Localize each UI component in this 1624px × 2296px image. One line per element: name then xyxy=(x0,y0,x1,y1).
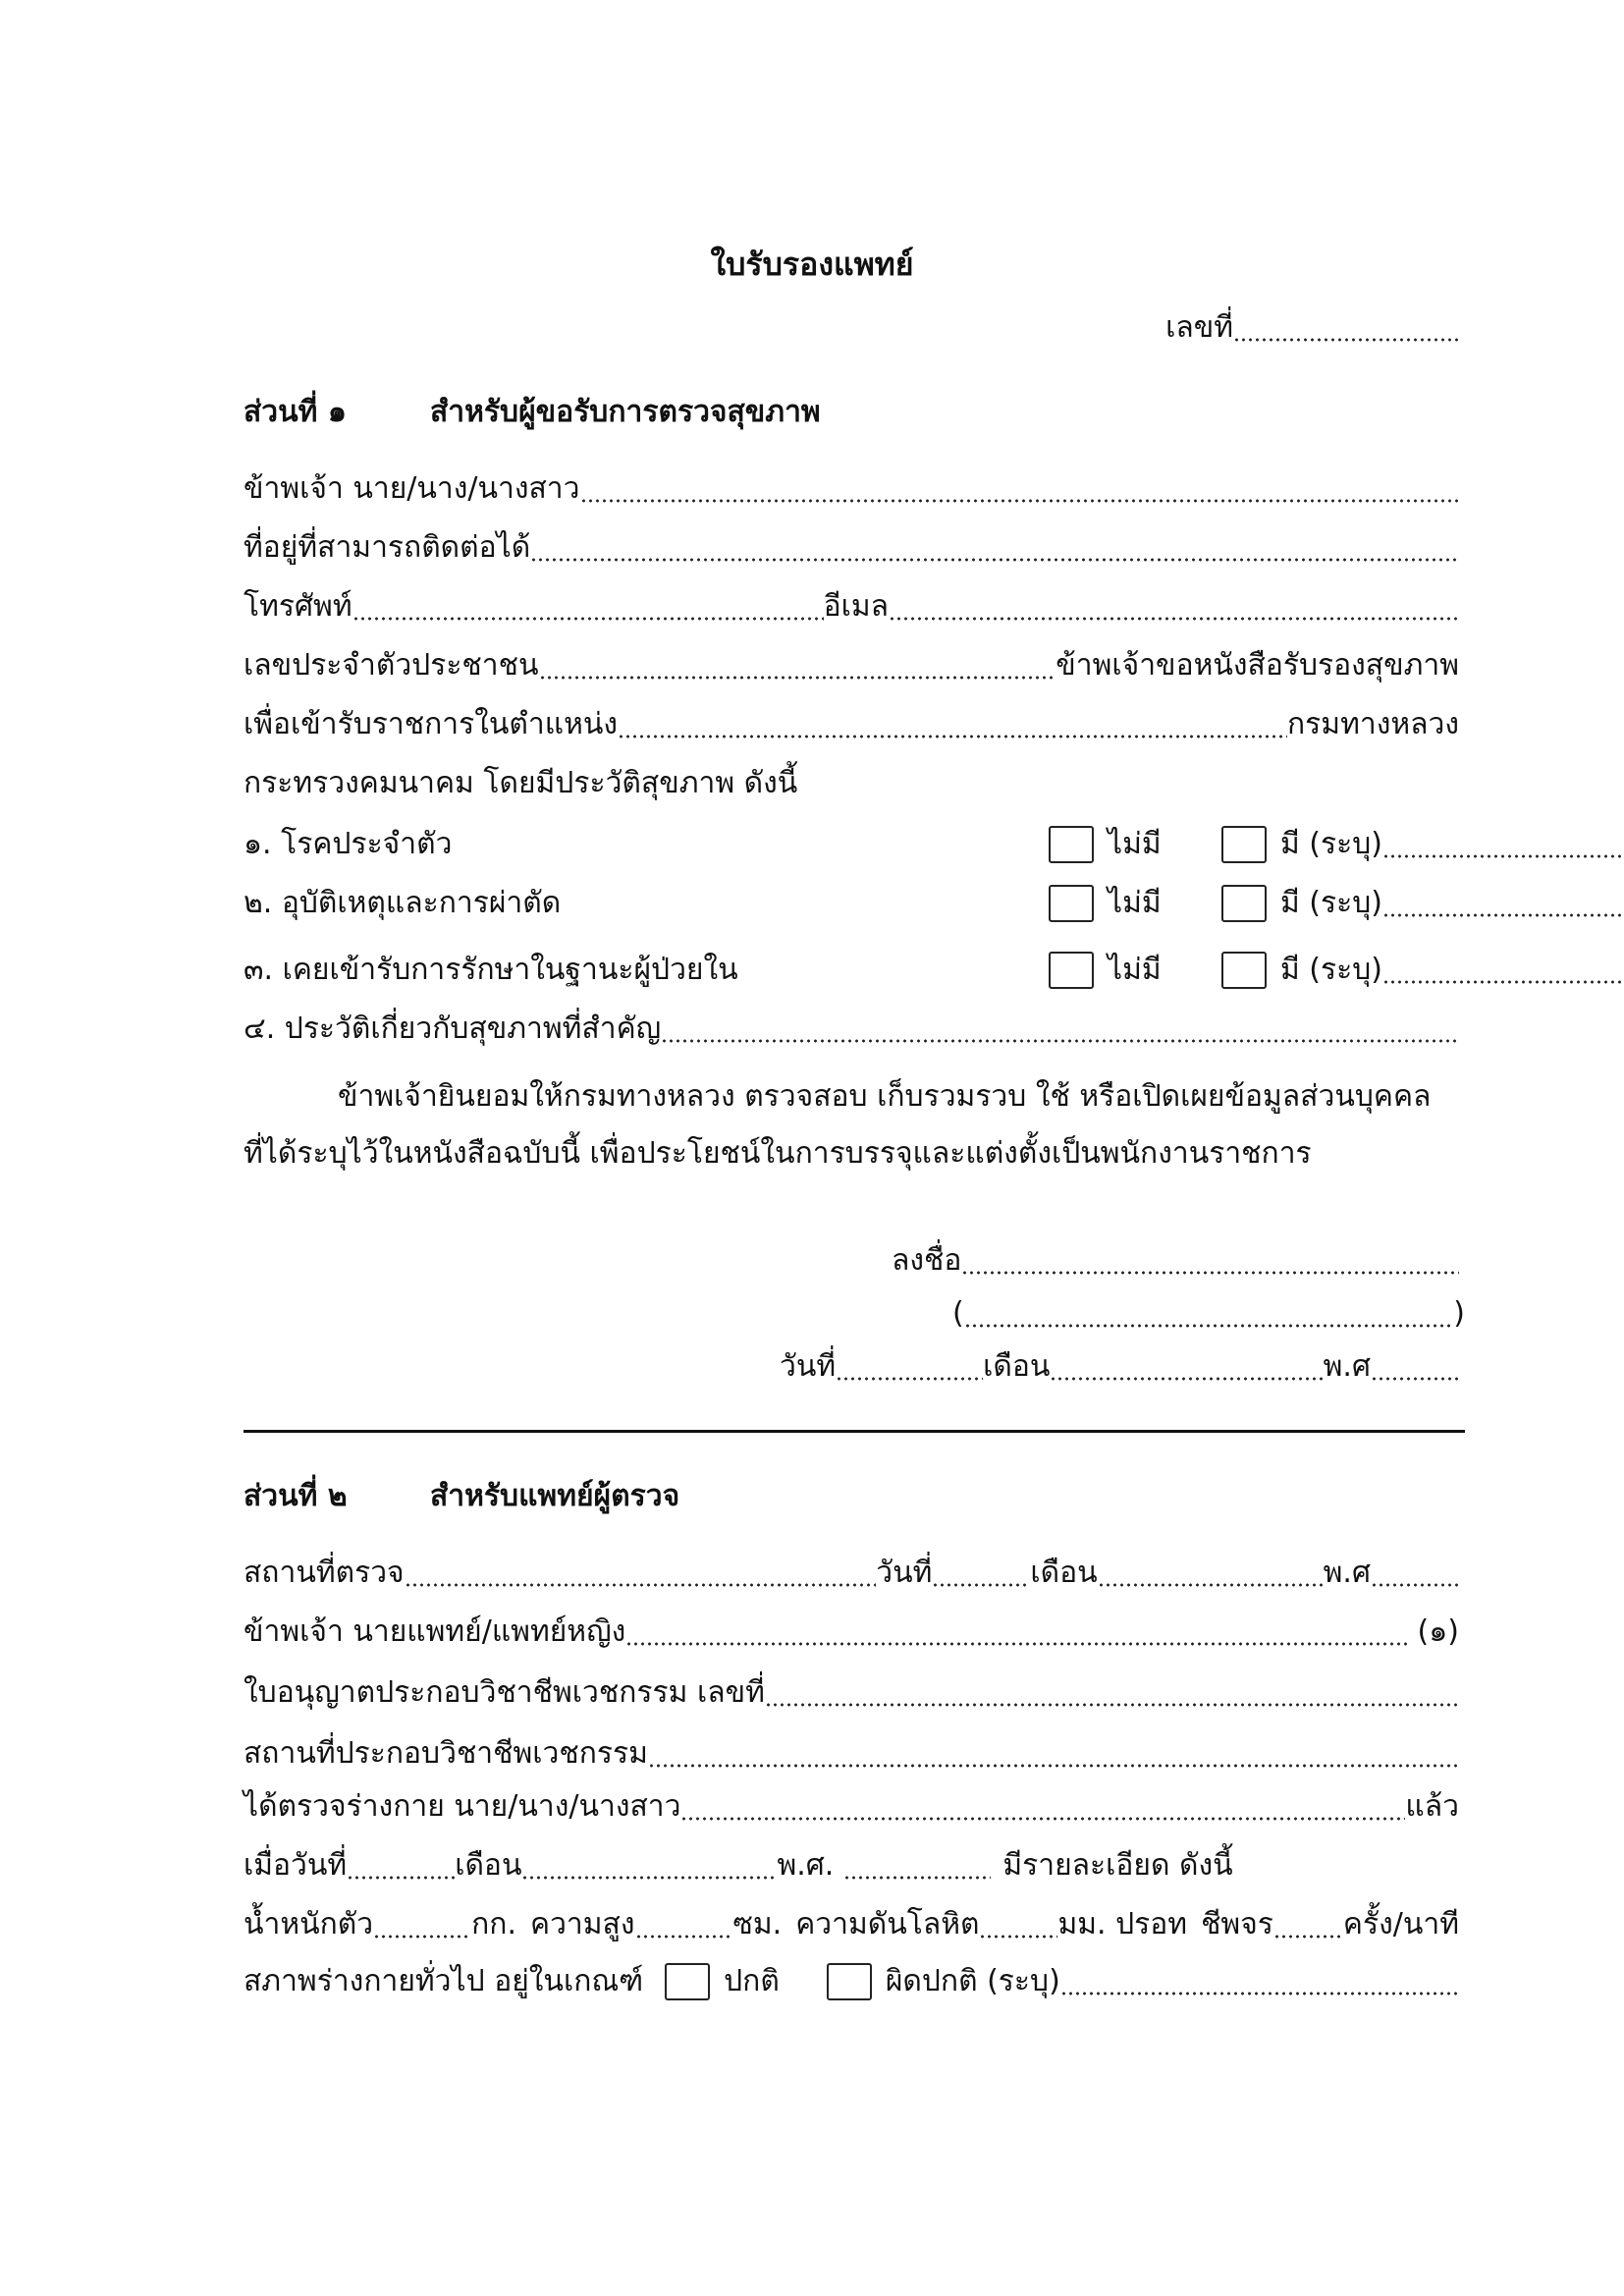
name-label: ข้าพเจ้า นาย/นาง/นางสาว xyxy=(244,471,580,506)
general-condition-row xyxy=(244,1960,1459,2003)
address-label: ที่อยู่ที่สามารถติดต่อได้ xyxy=(244,530,531,565)
id-row xyxy=(244,644,1459,687)
abnormal-label: ผิดปกติ (ระบุ) xyxy=(885,1964,1060,1998)
health-item4-label: ๔. ประวัติเกี่ยวกับสุขภาพที่สำคัญ xyxy=(244,1011,662,1046)
pulse-label: ชีพจร xyxy=(1201,1907,1273,1941)
license-field[interactable] xyxy=(765,1671,1459,1715)
name-row xyxy=(244,467,1459,511)
department-label: กรมทางหลวง xyxy=(1287,707,1459,741)
checkbox-yes[interactable] xyxy=(1221,885,1267,922)
month-label: เดือน xyxy=(983,1349,1051,1384)
doctor-row xyxy=(244,1611,1459,1654)
consent-line-2: ที่ได้ระบุไว้ในหนังสือฉบับนี้ เพื่อประโยชน์ในการบรรจุและแต่งตั้งเป็นพนักงานราชการ xyxy=(244,1136,1312,1171)
yes-label: มี (ระบุ) xyxy=(1280,827,1382,861)
position-label: เพื่อเข้ารับราชการในตำแหน่ง xyxy=(244,707,619,741)
yes-label: มี (ระบุ) xyxy=(1280,953,1382,987)
weight-field[interactable] xyxy=(373,1903,471,1946)
checkbox-normal[interactable] xyxy=(665,1963,710,2000)
no-label: ไม่มี xyxy=(1108,953,1162,987)
health-item-label: ๑. โรคประจำตัว xyxy=(244,827,453,861)
year-label: พ.ศ xyxy=(1323,1349,1371,1384)
general-label: สภาพร่างกายทั่วไป อยู่ในเกณฑ์ xyxy=(244,1964,644,1998)
mmhg-unit: มม. ปรอท xyxy=(1057,1907,1188,1941)
checkbox-yes[interactable] xyxy=(1221,952,1267,989)
vitals-row xyxy=(244,1903,1459,1946)
doctor-suffix: (๑) xyxy=(1417,1614,1459,1649)
abnormal-specify-field[interactable] xyxy=(1060,1960,1459,2003)
doctor-label: ข้าพเจ้า นายแพทย์/แพทย์หญิง xyxy=(244,1614,626,1649)
printed-name-row xyxy=(952,1292,1465,1336)
checkbox-abnormal[interactable] xyxy=(827,1963,872,2000)
checkbox-no[interactable] xyxy=(1049,826,1094,863)
when-month-field[interactable] xyxy=(521,1844,777,1887)
paren-close: ) xyxy=(1453,1296,1465,1331)
practice-place-field[interactable] xyxy=(648,1732,1459,1776)
ministry-line: กระทรวงคมนาคม โดยมีประวัติสุขภาพ ดังนี้ xyxy=(244,766,798,800)
health-item-4 xyxy=(244,1008,1459,1051)
details-label: มีรายละเอียด ดังนี้ xyxy=(1002,1848,1233,1883)
address-row xyxy=(244,526,1459,570)
consent-line-1: ข้าพเจ้ายินยอมให้กรมทางหลวง ตรวจสอบ เก็บรวมรวบ ใช้ หรือเปิดเผยข้อมูลส่วนบุคคล xyxy=(338,1079,1432,1114)
specify-field[interactable] xyxy=(1382,823,1624,866)
kg-unit: กก. xyxy=(471,1907,517,1941)
id-label: เลขประจำตัวประชาชน xyxy=(244,648,539,683)
yes-option xyxy=(1221,823,1624,866)
health-item-2 xyxy=(244,882,1459,925)
sign-date-row xyxy=(780,1345,1459,1389)
bp-label: ความดันโลหิต xyxy=(795,1907,980,1941)
request-label: ข้าพเจ้าขอหนังสือรับรองสุขภาพ xyxy=(1056,648,1459,683)
health-item-1 xyxy=(244,823,1459,866)
phone-email-row xyxy=(244,585,1459,629)
health-item-label: ๓. เคยเข้ารับการรักษาในฐานะผู้ป่วยใน xyxy=(244,953,738,987)
exam-month-field[interactable] xyxy=(1098,1552,1324,1595)
checkbox-no[interactable] xyxy=(1049,885,1094,922)
document-number-field[interactable] xyxy=(1233,306,1459,350)
exam-year-label: พ.ศ xyxy=(1323,1556,1371,1590)
examined-person-row xyxy=(244,1785,1459,1829)
year-field[interactable] xyxy=(1371,1345,1459,1389)
no-label: ไม่มี xyxy=(1108,886,1162,920)
month-field[interactable] xyxy=(1050,1345,1323,1389)
part1-heading-row xyxy=(244,391,1459,434)
yes-option xyxy=(1221,949,1624,992)
exam-place-field[interactable] xyxy=(405,1552,877,1595)
exam-month-label: เดือน xyxy=(1030,1556,1098,1590)
yes-label: มี (ระบุ) xyxy=(1280,886,1382,920)
phone-label: โทรศัพท์ xyxy=(244,589,352,624)
name-field[interactable] xyxy=(580,467,1460,511)
part1-heading: ส่วนที่ ๑ xyxy=(244,395,347,429)
bp-field[interactable] xyxy=(979,1903,1057,1946)
examined-suffix: แล้ว xyxy=(1405,1789,1459,1824)
weight-label: น้ำหนักตัว xyxy=(244,1907,374,1941)
paren-open: ( xyxy=(952,1296,964,1331)
practice-place-row xyxy=(244,1732,1459,1776)
id-field[interactable] xyxy=(539,644,1056,687)
specify-field[interactable] xyxy=(1382,949,1624,992)
checkbox-yes[interactable] xyxy=(1221,826,1267,863)
health-item-3 xyxy=(244,949,1459,992)
specify-field[interactable] xyxy=(1382,882,1624,925)
exam-place-label: สถานที่ตรวจ xyxy=(244,1556,405,1590)
pulse-field[interactable] xyxy=(1273,1903,1343,1946)
address-field[interactable] xyxy=(530,526,1459,570)
part2-heading-row xyxy=(244,1475,1459,1518)
examined-label: ได้ตรวจร่างกาย นาย/นาง/นางสาว xyxy=(244,1789,681,1824)
exam-day-field[interactable] xyxy=(932,1552,1030,1595)
day-field[interactable] xyxy=(836,1345,983,1389)
printed-name-field[interactable] xyxy=(964,1292,1454,1336)
signature-label: ลงชื่อ xyxy=(892,1243,962,1278)
consent-paragraph xyxy=(244,1068,1459,1182)
when-year-field[interactable] xyxy=(843,1844,991,1887)
no-option xyxy=(1049,882,1162,925)
day-label: วันที่ xyxy=(780,1349,837,1384)
doctor-name-field[interactable] xyxy=(625,1611,1409,1654)
position-row xyxy=(244,703,1459,746)
health-item4-field[interactable] xyxy=(661,1008,1459,1051)
document-number-row xyxy=(244,306,1459,350)
yes-option xyxy=(1221,882,1624,925)
license-row xyxy=(244,1671,1459,1715)
license-label: ใบอนุญาตประกอบวิชาชีพเวชกรรม เลขที่ xyxy=(244,1675,765,1710)
no-label: ไม่มี xyxy=(1108,827,1162,861)
document-number-label: เลขที่ xyxy=(1165,310,1233,345)
email-label: อีเมล xyxy=(823,589,890,624)
position-field[interactable] xyxy=(618,703,1287,746)
signature-row xyxy=(892,1239,1459,1283)
document-title: ใบรับรองแพทย์ xyxy=(710,246,914,283)
no-option xyxy=(1049,949,1162,992)
signature-field[interactable] xyxy=(961,1239,1459,1283)
health-item-label: ๒. อุบัติเหตุและการผ่าตัด xyxy=(244,886,562,920)
no-option xyxy=(1049,823,1162,866)
examined-name-field[interactable] xyxy=(680,1785,1405,1829)
part2-heading: ส่วนที่ ๒ xyxy=(244,1479,348,1513)
phone-field[interactable] xyxy=(352,585,824,629)
when-day-field[interactable] xyxy=(347,1844,455,1887)
part1-subheading: สำหรับผู้ขอรับการตรวจสุขภาพ xyxy=(430,395,821,429)
height-field[interactable] xyxy=(635,1903,733,1946)
exam-place-row xyxy=(244,1552,1459,1595)
when-label: เมื่อวันที่ xyxy=(244,1848,348,1883)
exam-day-label: วันที่ xyxy=(876,1556,933,1590)
normal-label: ปกติ xyxy=(724,1964,780,1998)
practice-place-label: สถานที่ประกอบวิชาชีพเวชกรรม xyxy=(244,1736,648,1771)
exam-year-field[interactable] xyxy=(1371,1552,1459,1595)
section-divider xyxy=(244,1430,1465,1433)
email-field[interactable] xyxy=(889,585,1459,629)
when-year-label: พ.ศ. xyxy=(777,1848,835,1883)
part2-subheading: สำหรับแพทย์ผู้ตรวจ xyxy=(430,1479,680,1513)
when-month-label: เดือน xyxy=(455,1848,522,1883)
cm-unit: ซม. xyxy=(732,1907,783,1941)
checkbox-no[interactable] xyxy=(1049,952,1094,989)
pulse-unit: ครั้ง/นาที xyxy=(1342,1907,1459,1941)
ministry-row xyxy=(244,762,1459,805)
height-label: ความสูง xyxy=(530,1907,635,1941)
exam-when-row xyxy=(244,1844,1459,1887)
